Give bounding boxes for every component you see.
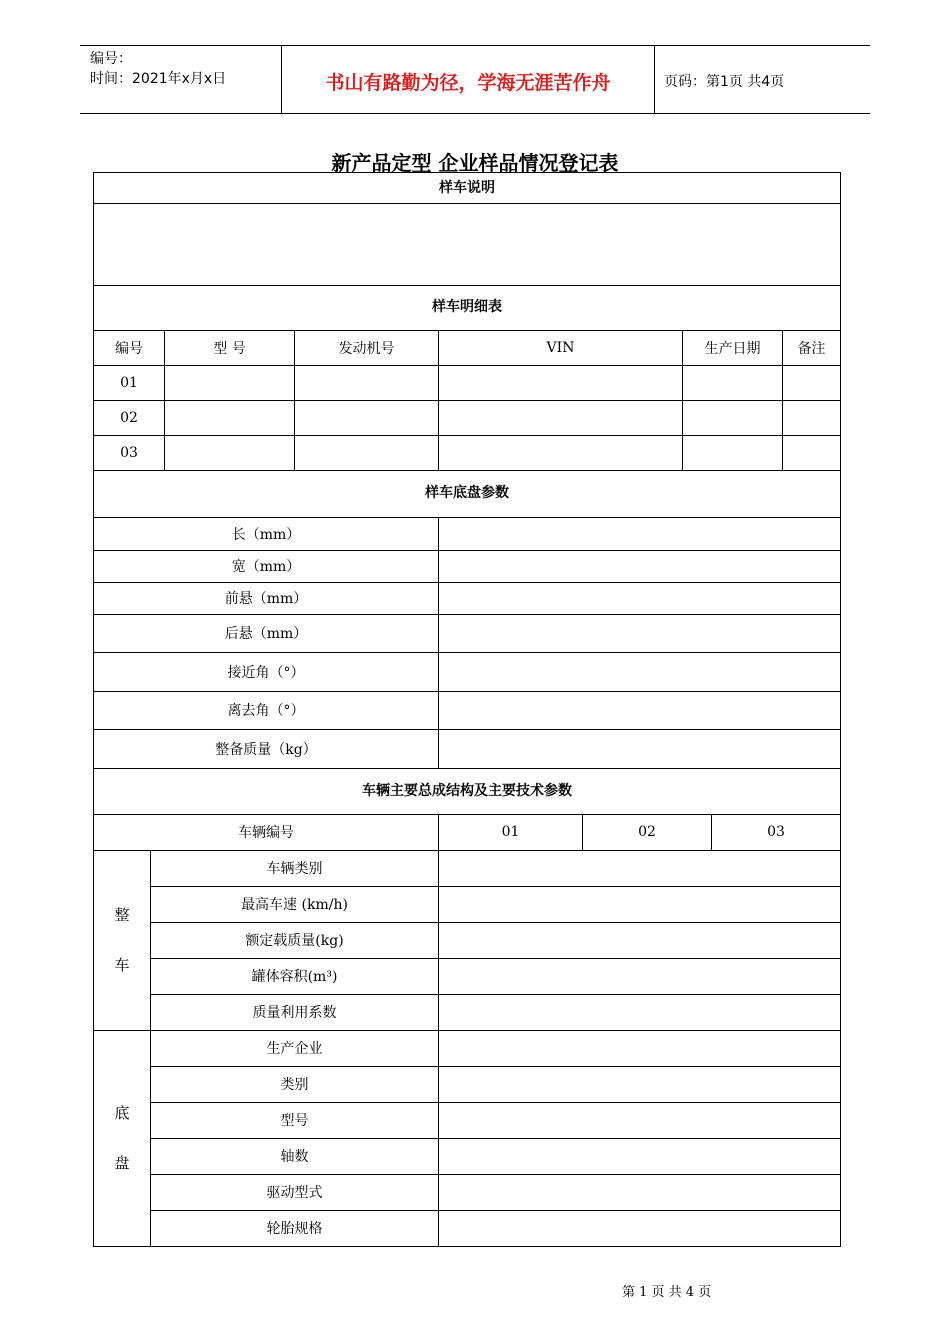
production-date-cell[interactable] [683, 400, 783, 435]
param-value[interactable] [439, 729, 841, 768]
col-header-engine-no: 发动机号 [295, 330, 439, 365]
header-page-info: 页码：第1页 共4页 [664, 74, 785, 90]
col-header-production-date: 生产日期 [683, 330, 783, 365]
description-field[interactable] [94, 204, 841, 286]
vehicle-no-03: 03 [712, 814, 841, 850]
header-top-rule [80, 45, 870, 46]
param-label: 额定载质量(kg) [151, 922, 439, 958]
remarks-cell[interactable] [783, 365, 841, 400]
param-label: 生产企业 [151, 1030, 439, 1066]
group-char: 整 [114, 906, 130, 924]
param-value[interactable] [439, 1066, 841, 1102]
vehicle-no-01: 01 [439, 814, 583, 850]
col-header-model: 型 号 [165, 330, 295, 365]
param-value[interactable] [439, 958, 841, 994]
param-value[interactable] [439, 1102, 841, 1138]
param-value[interactable] [439, 1210, 841, 1246]
group-char: 车 [114, 956, 130, 974]
table-row [94, 365, 841, 400]
param-value[interactable] [439, 652, 841, 691]
remarks-cell[interactable] [783, 435, 841, 470]
row-number: 02 [94, 400, 165, 435]
param-value[interactable] [439, 994, 841, 1030]
group-label-whole-vehicle [94, 850, 151, 1030]
param-value[interactable] [439, 922, 841, 958]
group-char: 盘 [114, 1154, 130, 1172]
param-label: 车辆类别 [151, 850, 439, 886]
param-value[interactable] [439, 850, 841, 886]
col-header-number: 编号 [94, 330, 165, 365]
time-label: 时间：2021年x月x日 [90, 71, 227, 87]
header-divider [654, 45, 655, 113]
vin-cell[interactable] [439, 435, 683, 470]
model-cell[interactable] [165, 400, 295, 435]
assembly-table [93, 768, 841, 1247]
group-label-chassis [94, 1030, 151, 1246]
param-value[interactable] [439, 550, 841, 582]
param-value[interactable] [439, 614, 841, 652]
param-value[interactable] [439, 582, 841, 614]
col-header-remarks: 备注 [783, 330, 841, 365]
section-heading-assembly: 车辆主要总成结构及主要技术参数 [94, 768, 841, 814]
param-value[interactable] [439, 886, 841, 922]
row-number: 01 [94, 365, 165, 400]
description-table [93, 172, 841, 286]
param-label: 离去角（°） [94, 691, 439, 729]
param-label: 型号 [151, 1102, 439, 1138]
model-cell[interactable] [165, 435, 295, 470]
section-heading-details: 样车明细表 [94, 285, 841, 330]
param-label: 类别 [151, 1066, 439, 1102]
engine-no-cell[interactable] [295, 435, 439, 470]
vehicle-no-label: 车辆编号 [94, 814, 439, 850]
production-date-cell[interactable] [683, 435, 783, 470]
param-label: 轴数 [151, 1138, 439, 1174]
param-value[interactable] [439, 517, 841, 550]
row-number: 03 [94, 435, 165, 470]
table-row [94, 400, 841, 435]
group-char: 底 [114, 1104, 130, 1122]
header-bottom-rule [80, 113, 870, 114]
param-value[interactable] [439, 691, 841, 729]
param-label: 驱动型式 [151, 1174, 439, 1210]
param-label: 整备质量（kg） [94, 729, 439, 768]
param-label: 质量利用系数 [151, 994, 439, 1030]
header-meta [90, 49, 226, 89]
number-label: 编号： [90, 51, 132, 67]
param-label: 长（mm） [94, 517, 439, 550]
param-label: 宽（mm） [94, 550, 439, 582]
engine-no-cell[interactable] [295, 400, 439, 435]
model-cell[interactable] [165, 365, 295, 400]
param-label: 后悬（mm） [94, 614, 439, 652]
vin-cell[interactable] [439, 400, 683, 435]
header-motto: 书山有路勤为径，学海无涯苦作舟 [325, 72, 611, 94]
engine-no-cell[interactable] [295, 365, 439, 400]
chassis-params-table [93, 470, 841, 769]
vehicle-no-02: 02 [583, 814, 712, 850]
section-heading-description: 样车说明 [94, 173, 841, 204]
document-title: 新产品定型 企业样品情况登记表 [331, 151, 619, 175]
remarks-cell[interactable] [783, 400, 841, 435]
page-footer: 第 1 页 共 4 页 [622, 1285, 712, 1300]
param-label: 最高车速 (km/h) [151, 886, 439, 922]
param-label: 接近角（°） [94, 652, 439, 691]
param-value[interactable] [439, 1138, 841, 1174]
param-value[interactable] [439, 1174, 841, 1210]
param-value[interactable] [439, 1030, 841, 1066]
col-header-vin: VIN [439, 330, 683, 365]
section-heading-chassis-params: 样车底盘参数 [94, 470, 841, 517]
param-label: 前悬（mm） [94, 582, 439, 614]
vin-cell[interactable] [439, 365, 683, 400]
production-date-cell[interactable] [683, 365, 783, 400]
param-label: 罐体容积(m³) [151, 958, 439, 994]
table-row [94, 435, 841, 470]
details-table [93, 285, 841, 471]
param-label: 轮胎规格 [151, 1210, 439, 1246]
